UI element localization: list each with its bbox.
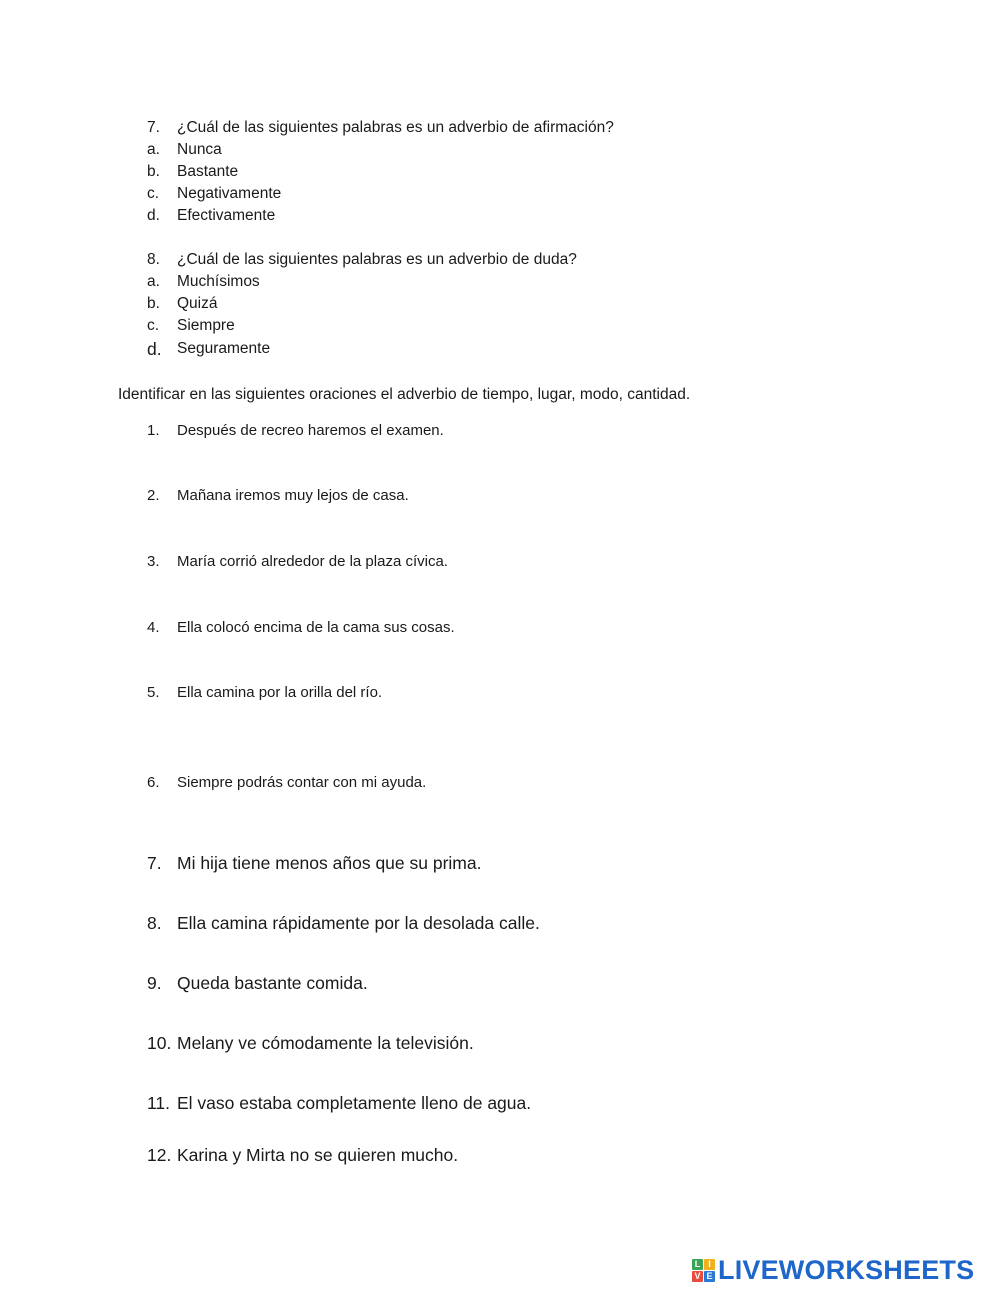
sentence-text: Mañana iremos muy lejos de casa. <box>177 487 409 504</box>
sentence-text: Mi hija tiene menos años que su prima. <box>177 853 482 873</box>
sentence-number: 9. <box>147 973 162 993</box>
sentence-number: 3. <box>147 553 160 570</box>
question-text: ¿Cuál de las siguientes palabras es un adverbio de afirmación? <box>177 119 614 136</box>
option-letter: b. <box>147 163 160 180</box>
sentence-text: Ella camina por la orilla del río. <box>177 684 383 701</box>
sentence-text: Ella camina rápidamente por la desolada calle. <box>177 913 540 933</box>
option-letter: d. <box>147 207 160 224</box>
option-text: Siempre <box>177 317 235 334</box>
option-letter: c. <box>147 185 160 202</box>
sentence-number: 4. <box>147 619 160 636</box>
sentence-text: Melany ve cómodamente la televisión. <box>177 1033 474 1053</box>
option-letter: c. <box>147 317 160 334</box>
liveworksheets-logo <box>692 1255 974 1285</box>
logo-tile: E <box>704 1271 715 1282</box>
option-letter: a. <box>147 273 160 290</box>
option-letter: a. <box>147 141 160 158</box>
sentence-text: Siempre podrás contar con mi ayuda. <box>177 774 427 791</box>
option-text: Nunca <box>177 141 222 158</box>
sentence-text: Karina y Mirta no se quieren mucho. <box>177 1145 459 1165</box>
sentence-number: 12. <box>147 1145 172 1165</box>
sentence-text: Queda bastante comida. <box>177 973 368 993</box>
logo-tiles <box>692 1259 715 1282</box>
option-letter: b. <box>147 295 160 312</box>
sentence-text: Después de recreo haremos el examen. <box>177 422 444 439</box>
logo-tile: V <box>692 1271 703 1282</box>
option-text: Seguramente <box>177 340 271 357</box>
sentence-number: 5. <box>147 684 160 701</box>
option-text: Negativamente <box>177 185 282 202</box>
logo-wordmark: LIVEWORKSHEETS <box>718 1254 975 1285</box>
sentence-text: María corrió alrededor de la plaza cívica. <box>177 553 448 570</box>
logo-tile: L <box>692 1259 703 1270</box>
question-number: 7. <box>147 119 160 136</box>
instruction-text: Identificar en las siguientes oraciones el adverbio de tiempo, lugar, modo, cantidad. <box>118 386 691 403</box>
sentence-text: El vaso estaba completamente lleno de agua. <box>177 1093 532 1113</box>
sentence-text: Ella colocó encima de la cama sus cosas. <box>177 619 455 636</box>
sentence-number: 2. <box>147 487 160 504</box>
sentence-number: 8. <box>147 913 162 933</box>
sentence-number: 1. <box>147 422 160 439</box>
option-text: Bastante <box>177 163 239 180</box>
sentence-number: 6. <box>147 774 160 791</box>
logo-tile: I <box>704 1259 715 1270</box>
sentence-number: 11. <box>147 1093 171 1113</box>
option-text: Muchísimos <box>177 273 260 290</box>
option-letter: d. <box>147 339 162 359</box>
question-text: ¿Cuál de las siguientes palabras es un adverbio de duda? <box>177 251 577 268</box>
question-number: 8. <box>147 251 160 268</box>
option-text: Efectivamente <box>177 207 276 224</box>
option-text: Quizá <box>177 295 218 312</box>
sentence-number: 7. <box>147 853 162 873</box>
sentence-number: 10. <box>147 1033 172 1053</box>
